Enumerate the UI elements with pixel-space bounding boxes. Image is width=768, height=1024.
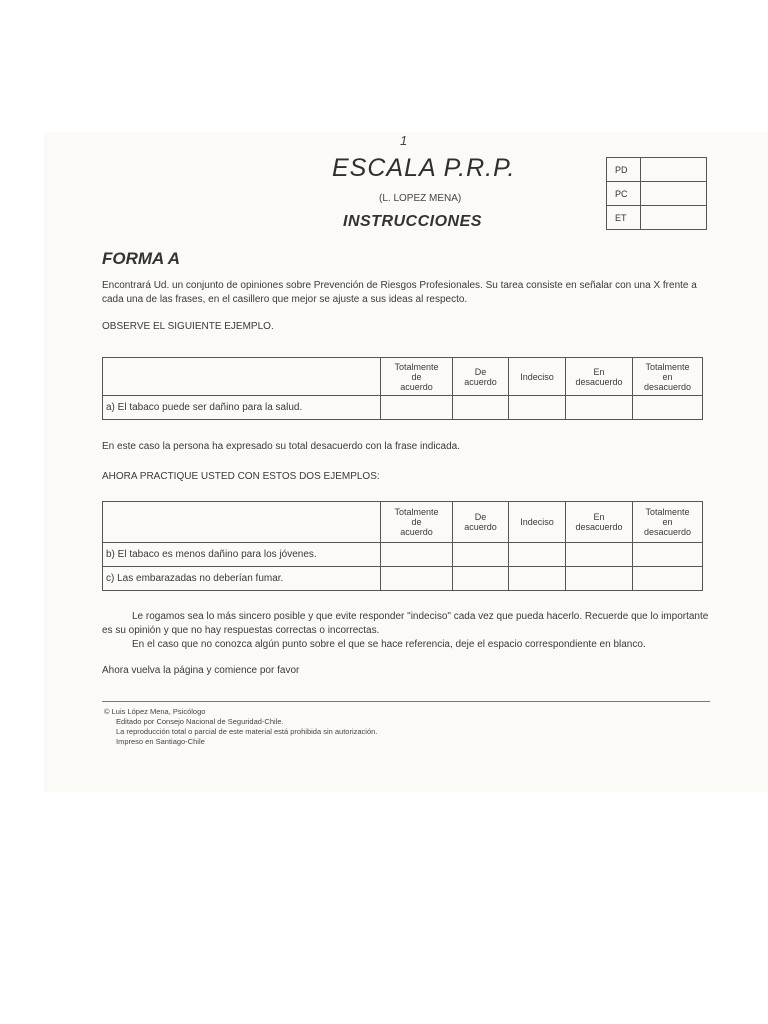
header-blank-cell [103,502,381,543]
footer-publisher: Editado por Consejo Nacional de Seguridad-Chile. [116,717,284,726]
col-header-agree: De acuerdo [453,358,509,396]
example-table [102,357,703,420]
score-label-pd: PD [607,158,641,182]
footer-copyright: © Luis López Mena, Psicólogo [104,707,206,716]
col-header-disagree: En desacuerdo [566,502,633,543]
page-title: ESCALA P.R.P. [332,154,516,182]
page-number: 1 [400,133,408,148]
table-row [103,567,703,591]
practice-intro: AHORA PRACTIQUE USTED CON ESTOS DOS EJEMPLOS: [102,471,380,482]
statement-cell: c) Las embarazadas no deberían fumar. [103,567,381,591]
score-label-et: ET [607,206,641,230]
final-line: Ahora vuelva la página y comience por favor [102,665,300,676]
score-box [606,157,707,230]
intro-paragraph: Encontrará Ud. un conjunto de opiniones sobre Prevención de Riesgos Profesionales. Su tarea consiste en señalar con una X frente a cada una de las frases, en el casillero que mejor se ajuste a sus ideas al respecto. [102,280,697,305]
answer-cell[interactable] [633,567,703,591]
footer-printed: Impreso en Santiago-Chile [116,737,205,746]
answer-cell[interactable] [633,396,703,420]
answer-cell[interactable] [509,396,566,420]
practice-table [102,501,703,591]
closing-line-1: Le rogamos sea lo más sincero posible y que evite responder "indeciso" cada vez que pueda hacerlo. Recuerde que lo importante es su opinión y que no hay respuestas correctas o incorrectas. [102,611,709,636]
answer-cell[interactable] [381,567,453,591]
observe-label: OBSERVE EL SIGUIENTE EJEMPLO. [102,321,274,332]
author: (L. LOPEZ MENA) [379,193,462,204]
col-header-disagree: En desacuerdo [566,358,633,396]
col-header-totally-agree: Totalmente de acuerdo [381,502,453,543]
scanned-page [44,132,768,792]
col-header-totally-agree: Totalmente de acuerdo [381,358,453,396]
footer-rights: La reproducción total o parcial de este material está prohibida sin autorización. [116,727,378,736]
example-note: En este caso la persona ha expresado su total desacuerdo con la frase indicada. [102,441,461,452]
instructions-heading: INSTRUCCIONES [343,213,482,230]
answer-cell[interactable] [566,543,633,567]
closing-paragraph [102,610,714,652]
answer-cell[interactable] [453,396,509,420]
score-label-pc: PC [607,182,641,206]
answer-cell[interactable] [566,567,633,591]
answer-cell[interactable] [453,543,509,567]
header-blank-cell [103,358,381,396]
answer-cell[interactable] [381,543,453,567]
table-row [103,543,703,567]
col-header-totally-disagree: Totalmente en desacuerdo [633,502,703,543]
col-header-agree: De acuerdo [453,502,509,543]
statement-cell: a) El tabaco puede ser dañino para la salud. [103,396,381,420]
score-field-pc[interactable] [641,182,707,206]
answer-cell[interactable] [633,543,703,567]
answer-cell[interactable] [566,396,633,420]
col-header-undecided: Indeciso [509,358,566,396]
col-header-totally-disagree: Totalmente en desacuerdo [633,358,703,396]
answer-cell[interactable] [509,543,566,567]
footer-divider [102,701,710,702]
footer [104,707,377,747]
answer-cell[interactable] [381,396,453,420]
closing-line-2: En el caso que no conozca algún punto sobre el que se hace referencia, deje el espacio correspondiente en blanco. [132,639,646,650]
answer-cell[interactable] [453,567,509,591]
table-row [103,396,703,420]
score-field-et[interactable] [641,206,707,230]
answer-cell[interactable] [509,567,566,591]
form-label: FORMA A [102,249,181,268]
statement-cell: b) El tabaco es menos dañino para los jóvenes. [103,543,381,567]
col-header-undecided: Indeciso [509,502,566,543]
score-field-pd[interactable] [641,158,707,182]
